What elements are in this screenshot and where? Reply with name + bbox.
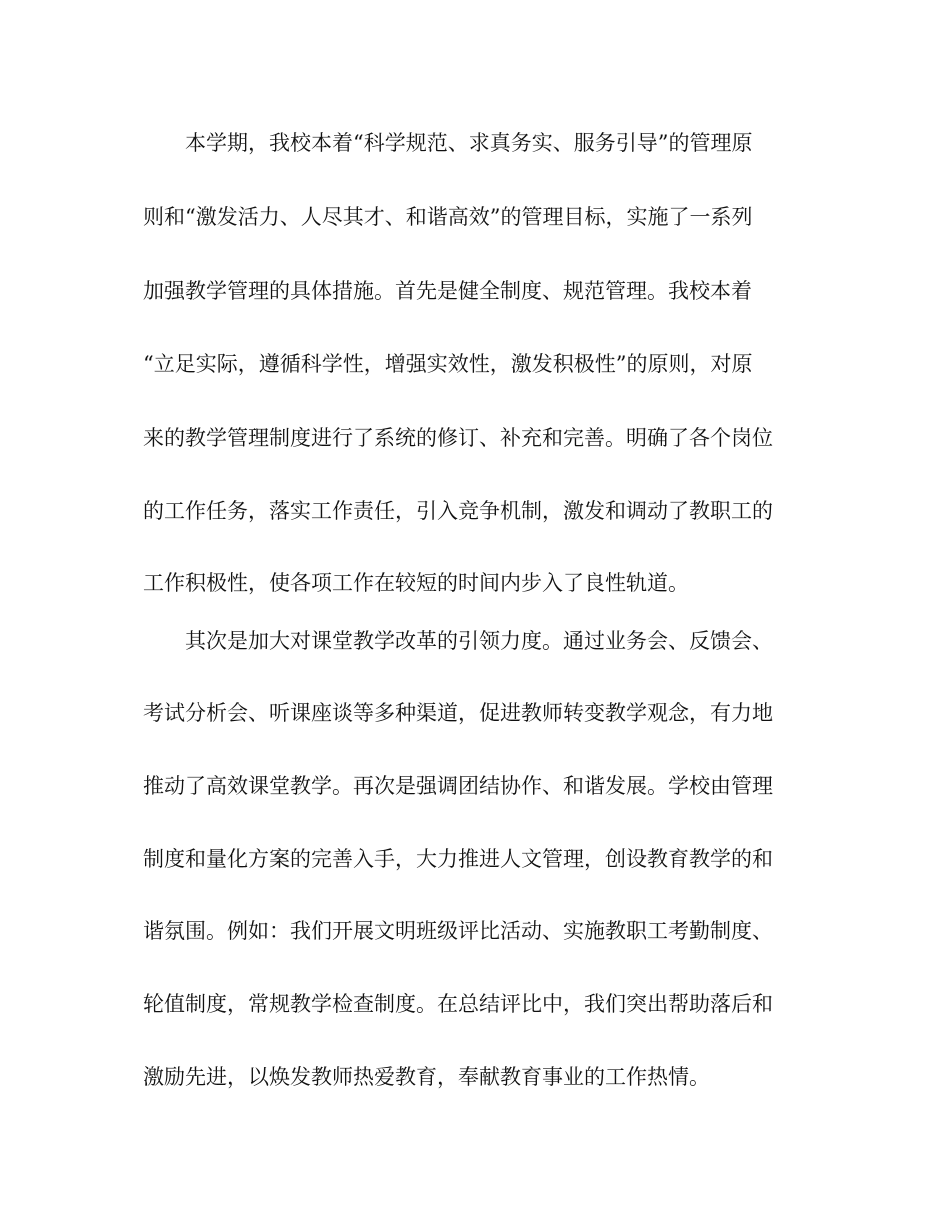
paragraph-2-line-1: 其次是加大对课堂教学改革的引领力度。通过业务会、反馈会、: [185, 629, 773, 653]
paragraph-2-line-7: 激励先进，以焕发教师热爱教育，奉献教育事业的工作热情。: [143, 1065, 710, 1089]
paragraph-1-line-4: “立足实际，遵循科学性，增强实效性，激发积极性”的原则，对原: [143, 352, 753, 376]
paragraph-1-line-1: 本学期，我校本着“科学规范、求真务实、服务引导”的管理原: [185, 131, 753, 155]
paragraph-1-line-5: 来的教学管理制度进行了系统的修订、补充和完善。明确了各个岗位: [143, 426, 773, 450]
paragraph-2-line-5: 谐氛围。例如：我们开展文明班级评比活动、实施教职工考勤制度、: [143, 919, 773, 943]
paragraph-1-line-3: 加强教学管理的具体措施。首先是健全制度、规范管理。我校本着: [143, 279, 752, 303]
paragraph-2-line-2: 考试分析会、听课座谈等多种渠道，促进教师转变教学观念，有力地: [143, 701, 773, 725]
paragraph-2-line-6: 轮值制度，常规教学检查制度。在总结评比中，我们突出帮助落后和: [143, 992, 773, 1016]
paragraph-1-line-2: 则和“激发活力、人尽其才、和谐高效”的管理目标，实施了一系列: [143, 205, 753, 229]
paragraph-1-line-7: 工作积极性，使各项工作在较短的时间内步入了良性轨道。: [143, 571, 689, 595]
paragraph-2-line-3: 推动了高效课堂教学。再次是强调团结协作、和谐发展。学校由管理: [143, 774, 773, 798]
paragraph-1-line-6: 的工作任务，落实工作责任，引入竞争机制，激发和调动了教职工的: [143, 499, 773, 523]
paragraph-2-line-4: 制度和量化方案的完善入手，大力推进人文管理，创设教育教学的和: [143, 847, 773, 871]
